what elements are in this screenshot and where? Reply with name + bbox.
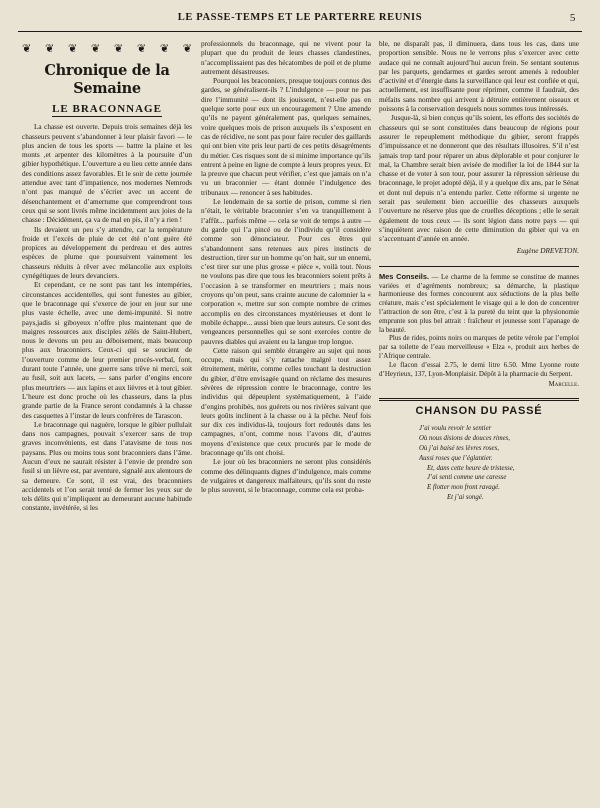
poem-line: Et j’ai songé. bbox=[447, 494, 484, 502]
running-head bbox=[18, 12, 582, 28]
fleuron-icon: ❦ bbox=[22, 43, 32, 55]
fleuron-icon: ❦ bbox=[44, 43, 55, 55]
poem-line: Et, dans cette heure de tristesse, bbox=[427, 464, 515, 472]
section-divider bbox=[379, 398, 579, 401]
poem-line: J’ai senti comme une caresse bbox=[427, 474, 507, 482]
fleuron-icon: ❦ bbox=[136, 43, 147, 55]
section-divider bbox=[379, 266, 579, 267]
ornament-row bbox=[22, 42, 192, 56]
fleuron-icon: ❦ bbox=[113, 43, 124, 55]
section-title: Chronique de la Semaine bbox=[44, 62, 170, 97]
column-1 bbox=[22, 40, 192, 800]
article-paragraph: Jusque-là, si bien conçus qu’ils soient, les efforts des sociétés de chasseurs qui se sont constituées dans beaucoup de régions pour assurer le repeuplement méthodique du gibier, seront frappés d’impuissance et ne donneront que des résultats illusoires. S’il n’est jamais trop tard pour réparer un abus déplorable et pour conjurer le mal, la Chambre serait bien avisée de modifier la loi de 1844 sur la chasse et de voter à son tour, pour assurer la répression sérieuse du braconnage, le projet adopté déjà, il y a quelque dix ans, par le Sénat et dont nul depuis n’a entendu parler. Cette réforme si urgente ne serait pas seulement bien accueillie des chasseurs auxquels l’ouverture ne réserve plus que de cruelles déceptions ; elle le serait également de tous ceux — ils sont légion dans notre pays — qui s’inquiètent avec raison de cette diminution du gibier qui va en s’accentuant d’année en année. bbox=[379, 114, 579, 244]
article-paragraph: Pourquoi les braconniers, presque toujours connus des gardes, se généralisent-ils ? L’indulgence — pour ne pas dire l’immunité — dont ils jouissent, n’est-elle pas en quelque sorte pour eux un encouragement ? Une amende qu’ils ne payent généralement pas, quelques semaines, voire quelques mois de prison auxquels ils s’exposent en cas de récidive, ne sont pas pour faire reculer des gaillards qui ont bien vite pris leur parti de ces petits désagréments du métier. Ces risques sont de si minime importance qu’ils entrent à peine en ligne de compte à leurs propres yeux. Et la preuve que chacun peut vérifier, c’est que jamais on n’a vu un braconnier — étant donnée l’indulgence des tribunaux — renoncer à ses habitudes. bbox=[201, 77, 371, 197]
article-paragraph: Le jour où les braconniers ne seront plus considérés comme des délinquants dignes d’indulgence, mais comme de vulgaires et dangereux malfaiteurs, qu’ils sont du reste le plus souvent, si le braconnage, comme cela est proba- bbox=[201, 458, 371, 495]
poem-line: Où nous disions de douces rimes, bbox=[419, 435, 510, 443]
article-title bbox=[22, 105, 192, 114]
poem bbox=[379, 424, 579, 502]
poem-line: J’ai voulu revoir le sentier bbox=[419, 425, 492, 433]
advert-paragraph: Le flacon d’essai 2.75, le demi litre 6.50. Mme Lyonne route d’Heyrieux, 137, Lyon-Monplaisir. Dépôt à la pharmacie du Serpent. bbox=[379, 360, 579, 378]
article-title-text: LE BRACONNAGE bbox=[52, 103, 162, 115]
fleuron-icon: ❦ bbox=[90, 43, 101, 55]
page-number: 5 bbox=[569, 12, 576, 24]
column-3 bbox=[379, 40, 579, 800]
article-signature: Eugène DREVETON. bbox=[516, 246, 579, 255]
advert-paragraph: — Le charme de la femme se constitue de mannes variées et d’agréments nombreux; sa démarche, la plastique harmonieuse des formes concourent aux séductions de la plus belle créature, mais c’est spécialement le visage qui a le don de concentrer l’attraction de son être, c’est à la pureté du teint que la physionomie emprunte son plus bel attrait : fraîcheur et jeunesse sont l’apanage de la beauté. bbox=[379, 272, 579, 334]
article-paragraph: Le braconnage qui naguère, lorsque le gibier pullulait dans nos campagnes, pouvait s’exercer sans de trop graves inconvénients, est dans l’atavisme de tous nos paysans. Plus ou moins tous sont braconniers dans l’âme. Aucun d’eux ne saurait résister à l’envie de prendre son fusil si un lièvre est, par aventure, signalé aux alentours de sa demeure. Ce sont, il est vrai, des braconniers accidentels et l’on serait tenté de fermer les yeux sur de tels délits qui n’impliquent au demeurant aucune habitude constante, invétérée, si les bbox=[22, 420, 192, 513]
article-paragraph: ble, ne disparaît pas, il diminuera, dans tous les cas, dans une proportion sensible. Nous ne le verrons plus s’exercer avec cette audace qui ne connaît aujourd’hui aucun frein. Se sentant soutenus par les parquets, gendarmes et gardes seront amenés à redoubler d’activité et d’énergie dans la surveillance qui leur est confiée et qui, actuellement, est insuffisante pour réprimer, comme il faudrait, des méfaits sans nombre qui arrivent à détruire entièrement oiseaux et poissons à la conservation desquels nous sommes tous intéressés. bbox=[379, 40, 579, 114]
column-2 bbox=[201, 40, 371, 800]
article-paragraph: professionnels du braconnage, qui ne vivent pour la plupart que du produit de leurs chasses clandestines, n’accomplissaient pas des hécatombes de poil et de plume autrement désastreuses. bbox=[201, 40, 371, 76]
advert-lead: Mes Conseils. bbox=[379, 271, 430, 281]
article-paragraph: Et cependant, ce ne sont pas tant les intempéries, circonstances accidentelles, qui sont funestes au gibier, que le braconnage qui s’exerce de jour en jour sur une plus vaste échelle, avec une demi-impunité. Si notre pays,jadis si giboyeux n’offre plus maintenant que de maigres ressources aux disciples zélés de Saint-Hubert, nous le devons un peu au déboisement, mais beaucoup plus aux braconniers. Ceux-ci qui se soucient de l’ouverture comme de leur premier procès-verbal, font, durant toute l’année, une guerre sans trêve ni merci, soit au fusil, soit aux lacets, — sans parler d’engins encore plus meurtriers — aux lapins et aux lièvres et à tout gibier. L’heure est donc proche où les chasseurs, dans la plus grande partie de la France seront condamnés à la chasse des casquettes à l’instar de leurs confrères de Tarascon. bbox=[22, 281, 192, 420]
poem-title: CHANSON DU PASSÉ bbox=[415, 405, 543, 418]
article-paragraph: La chasse est ouverte. Depuis trois semaines déjà les chasseurs peuvent s’abandonner à leur plaisir favori — le plus ancien de tous les sports — battre la plaine et les monts ,et arpenter des kilomètres à la poursuite d’un gibier hypothétique. L’ouverture a eu lieu cette année dans des conditions assez favorables. Et le soir de cette journée attendue avec tant d’impatience, nos modernes Nemrods n’ont pas manqué de s’écrier avec un accent de désenchantement et d’amertume que comprendront tous ceux qui se sont livrés même incidemment aux joies de la chasse : Décidément, ça va de mal en pis, il n’y a rien ! bbox=[22, 123, 192, 225]
poem-line: Aussi roses que l’églantier. bbox=[419, 454, 493, 462]
running-title: LE PASSE-TEMPS ET LE PARTERRE REUNIS bbox=[177, 12, 423, 23]
article-paragraph: Ils devaient un peu s’y attendre, car la température froide et l’excès de pluie de cet été n’ont guère été propices au développement du perdreau et des autres espèces de plume que poursuivent vainement les chasseurs réduits à rêver avec mélancolie aux exploits cynégétiques de leurs devanciers. bbox=[22, 225, 192, 281]
fleuron-icon: ❦ bbox=[67, 43, 78, 55]
article-paragraph: Le lendemain de sa sortie de prison, comme si rien n’était, le véritable braconnier s’en va tranquillement à l’affût... parfois même — cela se voit de temps à autre — du garde qui l’a pincé ou de l’individu qu’il considère comme son dénonciateur. Pour ces êtres qui s’abandonnent sans retenues aux pires instincts de destruction, tirer sur un homme qu’on hait, sur un ennemi, c’est tirer sur une plus grosse « pièce », voilà tout. Nous ne voulons pas dire que tous les braconniers soient prêts à l’occasion à se transformer en meurtriers ; mais nous croyons qu’on peut, sans crainte aucune de calomnier la « corporation », mettre sur son compte nombre de crimes accomplis en des circonstances mystérieuses et dont le mobile échappe... aussi bien que leurs auteurs. Ce sont des vengeances personnelles qui se sont exercées contre de pauvres diables qui avaient eu la langue trop longue. bbox=[201, 198, 371, 346]
advert-signature: Marcelle. bbox=[548, 380, 579, 389]
advert-paragraph: Plus de rides, points noirs ou marques de petite vérole par l’emploi par sa toilette de l’eau merveilleuse « Elza », produit aux herbes de l’Afrique centrale. bbox=[379, 334, 579, 360]
poem-line: Où j’ai baisé tes lèvres roses, bbox=[419, 445, 499, 453]
poem-line: E flotter mon front ravagé. bbox=[427, 484, 500, 492]
fleuron-icon: ❦ bbox=[159, 43, 170, 55]
advert-box bbox=[379, 273, 579, 389]
header-rule bbox=[18, 31, 582, 32]
fleuron-icon: ❦ bbox=[182, 43, 192, 55]
article-paragraph: Cette raison qui semble étrangère au sujet qui nous occupe, mais qui s’y rattache malgré tout assez étroitement, mérite, comme celles touchant la destruction du gibier, d’être envisagée quand on réclame des mesures sévères de répression contre le braconnage, contre les individus qui dépeuplent systématiquement, à l’aide d’engins prohibés, nos guérets ou nos rivières suivant que leurs goûts inclinent à la chasse ou à la pêche. Neuf fois sur dix ces individus-là, toujours fort redoutés dans les campagnes, n’ont, comme nous l’avons dit, d’autres moyens d’existence que ceux procurés par le mode de braconnage qu’ils ont choisi. bbox=[201, 346, 371, 458]
